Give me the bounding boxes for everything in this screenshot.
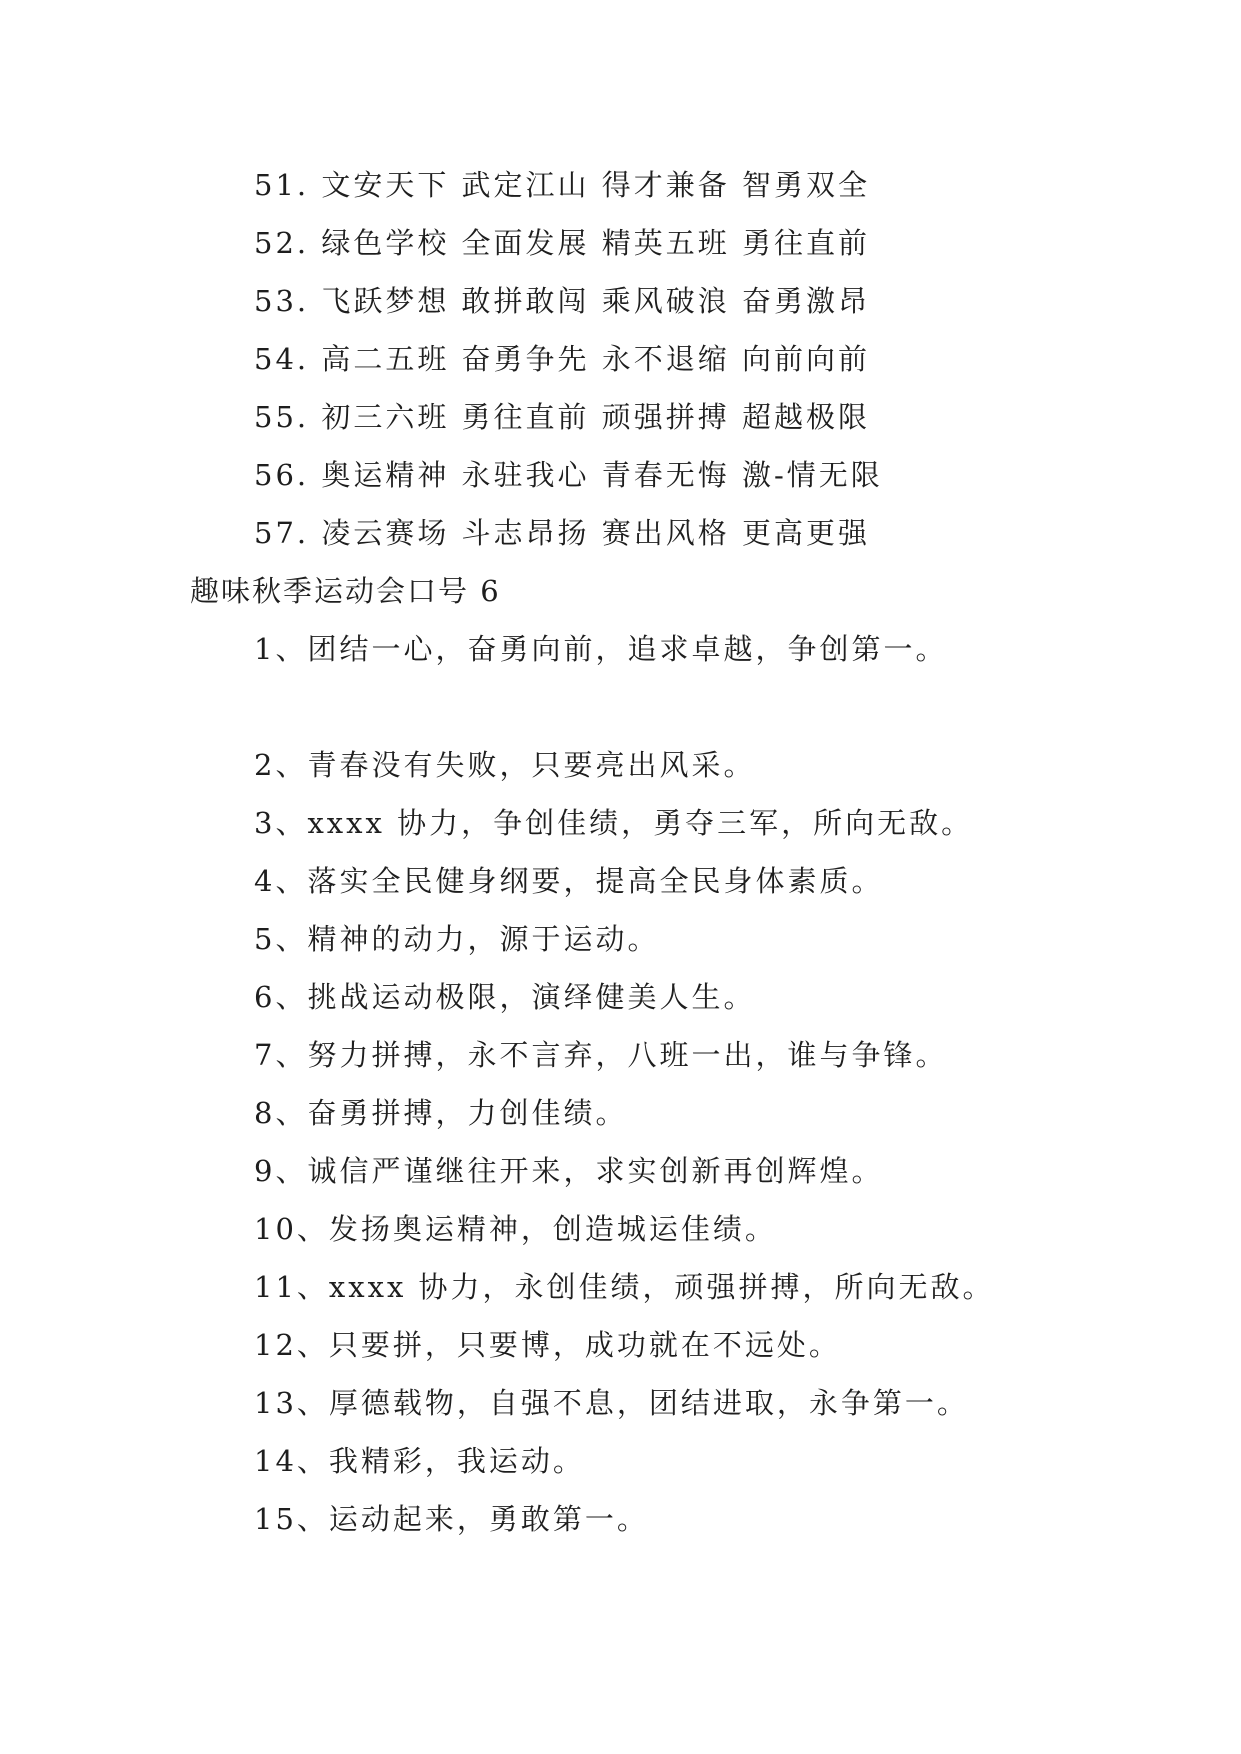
slogan-line-57: 57. 凌云赛场 斗志昂扬 赛出风格 更高更强 [254,516,870,550]
section-heading: 趣味秋季运动会口号 6 [190,574,501,608]
slogan-item-8: 8、奋勇拼搏，力创佳绩。 [254,1096,628,1130]
slogan-item-14: 14、我精彩，我运动。 [254,1444,585,1478]
slogan-line-51: 51. 文安天下 武定江山 得才兼备 智勇双全 [254,168,870,202]
slogan-item-2: 2、青春没有失败，只要亮出风采。 [254,748,756,782]
slogan-item-13: 13、厚德载物，自强不息，团结进取，永争第一。 [254,1386,969,1420]
slogan-item-4: 4、落实全民健身纲要，提高全民身体素质。 [254,864,884,898]
slogan-item-5: 5、精神的动力，源于运动。 [254,922,660,956]
slogan-item-15: 15、运动起来，勇敢第一。 [254,1502,649,1536]
slogan-item-12: 12、只要拼，只要博，成功就在不远处。 [254,1328,841,1362]
slogan-line-53: 53. 飞跃梦想 敢拼敢闯 乘风破浪 奋勇激昂 [254,284,870,318]
slogan-item-9: 9、诚信严谨继往开来，求实创新再创辉煌。 [254,1154,884,1188]
slogan-item-3: 3、xxxx 协力，争创佳绩，勇夺三军，所向无敌。 [254,806,974,840]
slogan-line-55: 55. 初三六班 勇往直前 顽强拼搏 超越极限 [254,400,870,434]
slogan-item-6: 6、挑战运动极限，演绎健美人生。 [254,980,756,1014]
slogan-item-7: 7、努力拼搏，永不言弃，八班一出，谁与争锋。 [254,1038,948,1072]
slogan-item-11: 11、xxxx 协力，永创佳绩，顽强拼搏，所向无敌。 [254,1270,995,1304]
slogan-line-52: 52. 绿色学校 全面发展 精英五班 勇往直前 [254,226,870,260]
slogan-line-56: 56. 奥运精神 永驻我心 青春无悔 激-情无限 [254,458,883,492]
slogan-item-1: 1、团结一心，奋勇向前，追求卓越，争创第一。 [254,632,948,666]
slogan-line-54: 54. 高二五班 奋勇争先 永不退缩 向前向前 [254,342,870,376]
slogan-item-10: 10、发扬奥运精神，创造城运佳绩。 [254,1212,777,1246]
